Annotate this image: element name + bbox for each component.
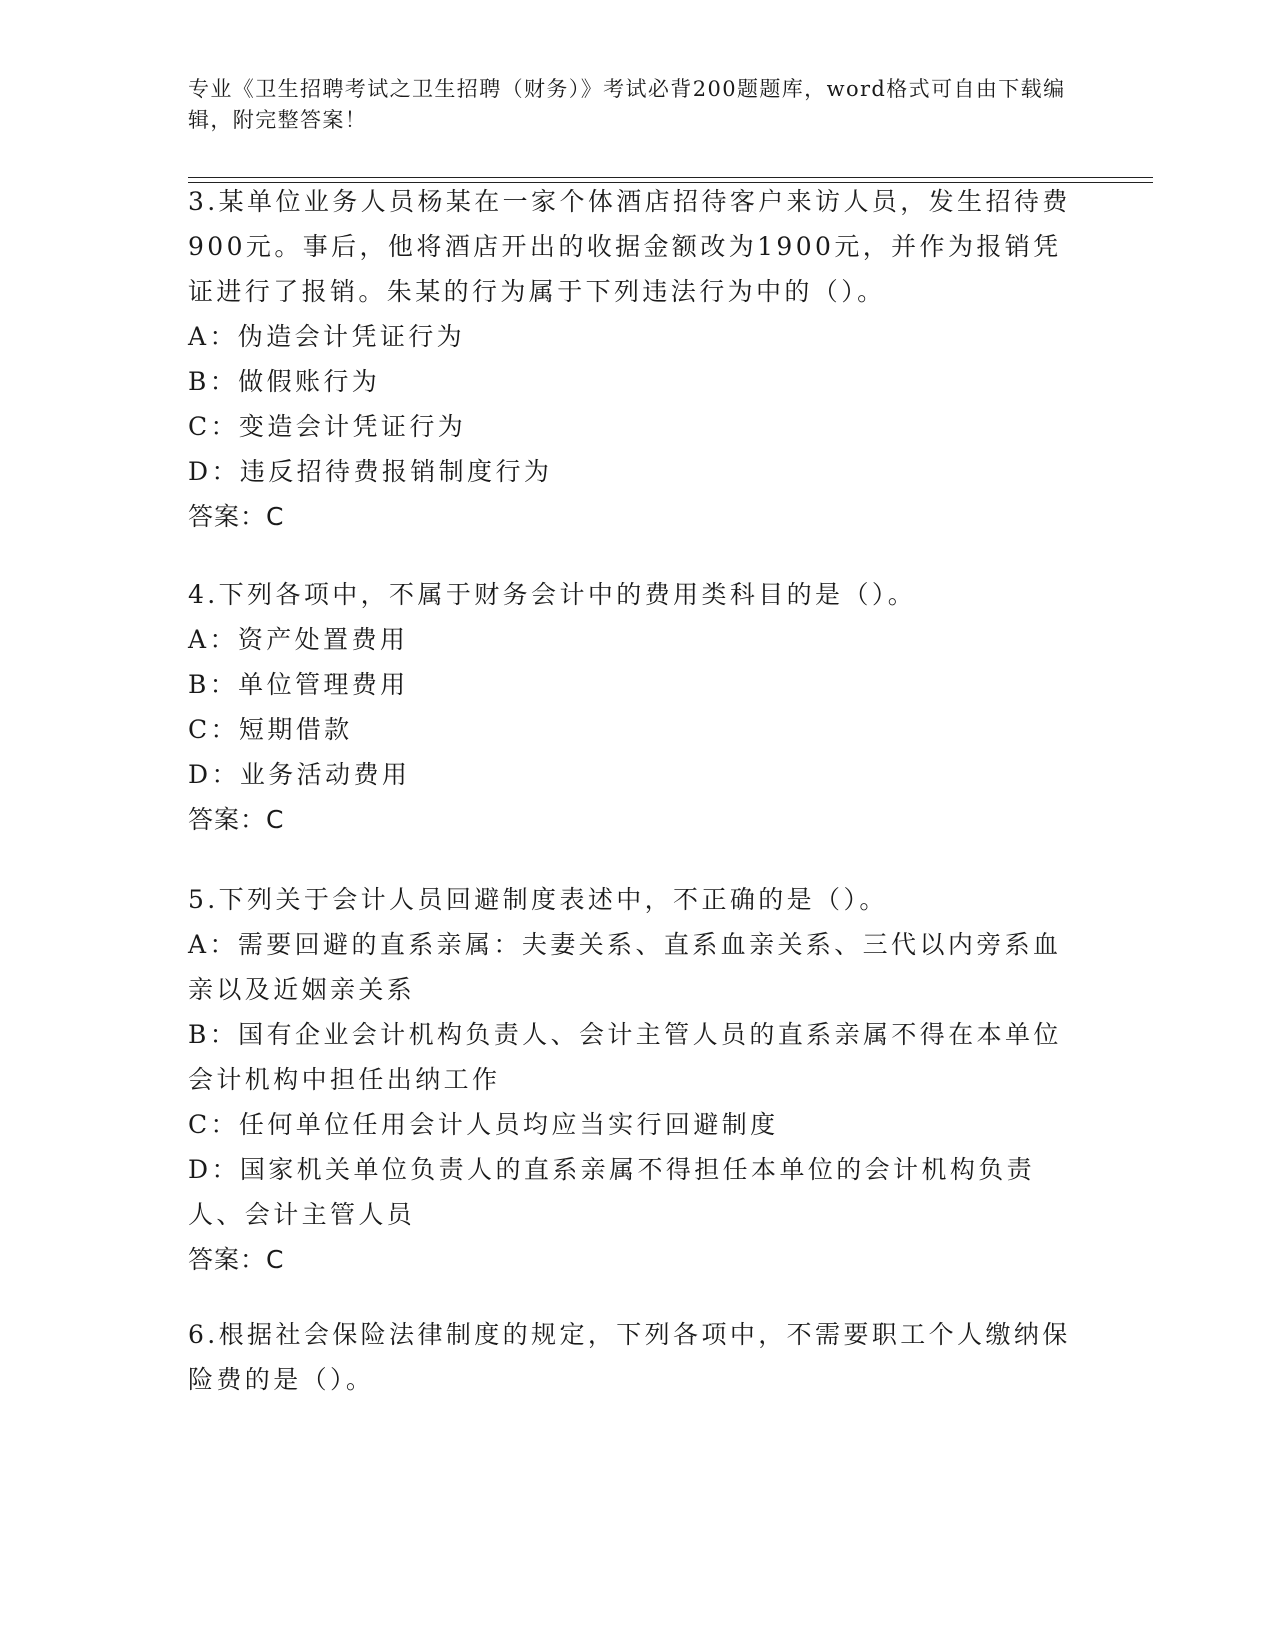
- option-c: C：任何单位任用会计人员均应当实行回避制度: [188, 1110, 779, 1139]
- question-3: [188, 179, 1078, 539]
- option-d: D：违反招待费报销制度行为: [188, 457, 553, 486]
- question-4: [188, 572, 1078, 842]
- question-stem: 4.下列各项中，不属于财务会计中的费用类科目的是（）。: [188, 580, 917, 609]
- question-5: [188, 877, 1078, 1282]
- document-header: 专业《卫生招聘考试之卫生招聘（财务）》考试必背200题题库，word格式可自由下载编辑，附完整答案！: [188, 77, 1066, 132]
- option-b: B：国有企业会计机构负责人、会计主管人员的直系亲属不得在本单位会计机构中担任出纳工作: [188, 1020, 1062, 1094]
- option-a: A：资产处置费用: [188, 625, 409, 654]
- answer-label: 答案：C: [188, 502, 285, 531]
- option-b: B：做假账行为: [188, 367, 381, 396]
- option-a: A：伪造会计凭证行为: [188, 322, 466, 351]
- option-a: A：需要回避的直系亲属：夫妻关系、直系血亲关系、三代以内旁系血亲以及近姻亲关系: [188, 930, 1062, 1004]
- question-6: [188, 1312, 1078, 1402]
- answer-label: 答案：C: [188, 1245, 285, 1274]
- option-b: B：单位管理费用: [188, 670, 409, 699]
- question-stem: 6.根据社会保险法律制度的规定，下列各项中，不需要职工个人缴纳保险费的是（）。: [188, 1320, 1071, 1394]
- option-c: C：短期借款: [188, 715, 353, 744]
- header-divider-top: [188, 177, 1153, 178]
- question-stem: 5.下列关于会计人员回避制度表述中，不正确的是（）。: [188, 885, 888, 914]
- question-stem: 3.某单位业务人员杨某在一家个体酒店招待客户来访人员，发生招待费900元。事后，他将酒店开出的收据金额改为1900元，并作为报销凭证进行了报销。朱某的行为属于下列违法行为中的（）。: [188, 187, 1071, 306]
- option-c: C：变造会计凭证行为: [188, 412, 467, 441]
- option-d: D：国家机关单位负责人的直系亲属不得担任本单位的会计机构负责人、会计主管人员: [188, 1155, 1036, 1229]
- answer-label: 答案：C: [188, 805, 285, 834]
- option-d: D：业务活动费用: [188, 760, 411, 789]
